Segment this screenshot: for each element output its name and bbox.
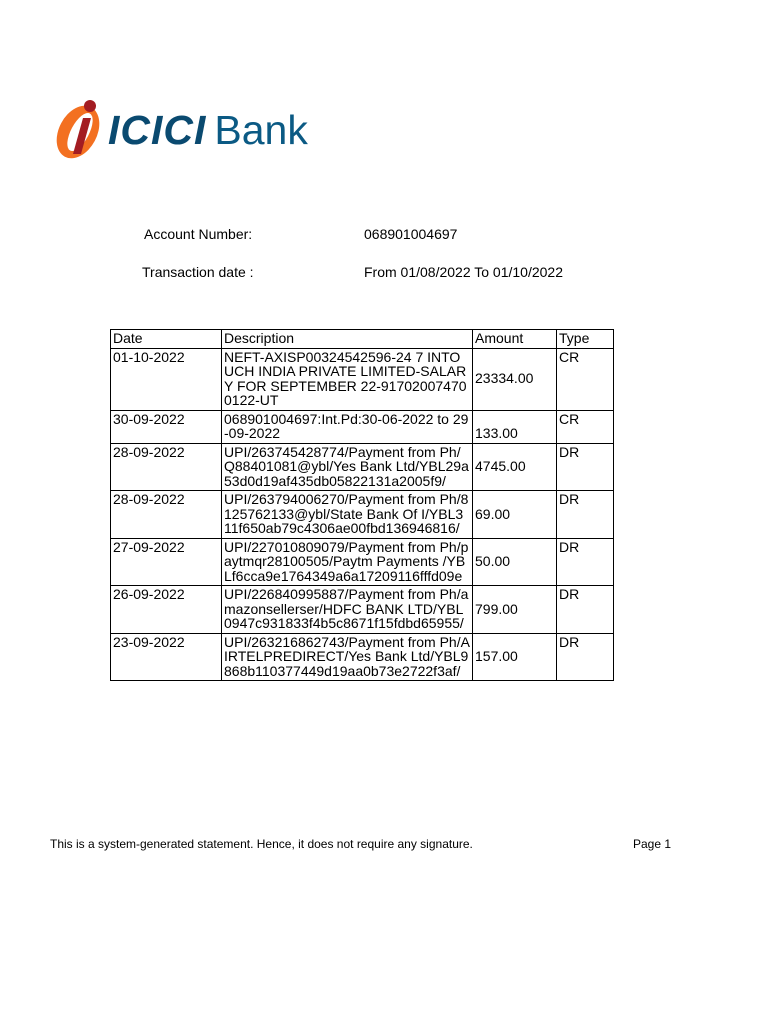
table-row	[111, 538, 614, 586]
header-date: Date	[111, 330, 222, 349]
logo-bank-text: Bank	[214, 107, 308, 153]
row-date: 28-09-2022	[111, 491, 222, 539]
row-description: NEFT-AXISP00324542596-24 7 INTOUCH INDIA PRIVATE LIMITED-SALARY FOR SEPTEMBER 22-917020074700122-UT	[222, 348, 473, 410]
account-number-value: 068901004697	[364, 226, 458, 242]
row-date: 30-09-2022	[111, 410, 222, 443]
row-date: 26-09-2022	[111, 586, 222, 634]
row-type: CR	[557, 348, 614, 410]
row-type: CR	[557, 410, 614, 443]
row-amount: 157.00	[473, 633, 557, 681]
row-type: DR	[557, 538, 614, 586]
row-amount: 69.00	[473, 491, 557, 539]
table-row	[111, 586, 614, 634]
row-amount: 133.00	[473, 410, 557, 443]
transaction-date-value: From 01/08/2022 To 01/10/2022	[364, 264, 564, 280]
icici-logo-emblem-icon	[50, 96, 110, 164]
row-amount: 4745.00	[473, 443, 557, 491]
table-row	[111, 410, 614, 443]
transactions-table	[110, 329, 614, 681]
row-type: DR	[557, 491, 614, 539]
row-description: 068901004697:Int.Pd:30-06-2022 to 29-09-2022	[222, 410, 473, 443]
row-description: UPI/263794006270/Payment from Ph/8125762133@ybl/State Bank Of I/YBL311f650ab79c4306ae00fbd136946816/	[222, 491, 473, 539]
row-type: DR	[557, 443, 614, 491]
footer-note: This is a system-generated statement. Hence, it does not require any signature.	[50, 837, 473, 851]
row-description: UPI/263745428774/Payment from Ph/Q88401081@ybl/Yes Bank Ltd/YBL29a53d0d19af435db05822131a2005f9/	[222, 443, 473, 491]
row-amount: 50.00	[473, 538, 557, 586]
row-description: UPI/226840995887/Payment from Ph/amazonsellerser/HDFC BANK LTD/YBL0947c931833f4b5c8671f15fdbd65955/	[222, 586, 473, 634]
row-description: UPI/263216862743/Payment from Ph/AIRTELPREDIRECT/Yes Bank Ltd/YBL9868b110377449d19aa0b73e2722f3af/	[222, 633, 473, 681]
row-type: DR	[557, 633, 614, 681]
row-date: 01-10-2022	[111, 348, 222, 410]
page-number: Page 1	[633, 837, 672, 851]
row-amount: 23334.00	[473, 348, 557, 410]
table-row	[111, 348, 614, 410]
header-type: Type	[557, 330, 614, 349]
row-date: 27-09-2022	[111, 538, 222, 586]
table-row	[111, 491, 614, 539]
row-description: UPI/227010809079/Payment from Ph/paytmqr28100505/Paytm Payments /YBLf6cca9e1764349a6a17209116fffd09e	[222, 538, 473, 586]
table-header-row	[111, 330, 614, 349]
account-number-label: Account Number:	[144, 226, 253, 242]
icici-bank-logo	[50, 96, 380, 164]
table-row	[111, 443, 614, 491]
header-amount: Amount	[473, 330, 557, 349]
transaction-date-label: Transaction date :	[142, 264, 254, 280]
logo-brand-text: ICICI	[108, 107, 207, 153]
table-row	[111, 633, 614, 681]
row-date: 28-09-2022	[111, 443, 222, 491]
logo-wordmark	[108, 100, 308, 160]
header-description: Description	[222, 330, 473, 349]
row-amount: 799.00	[473, 586, 557, 634]
row-type: DR	[557, 586, 614, 634]
row-date: 23-09-2022	[111, 633, 222, 681]
